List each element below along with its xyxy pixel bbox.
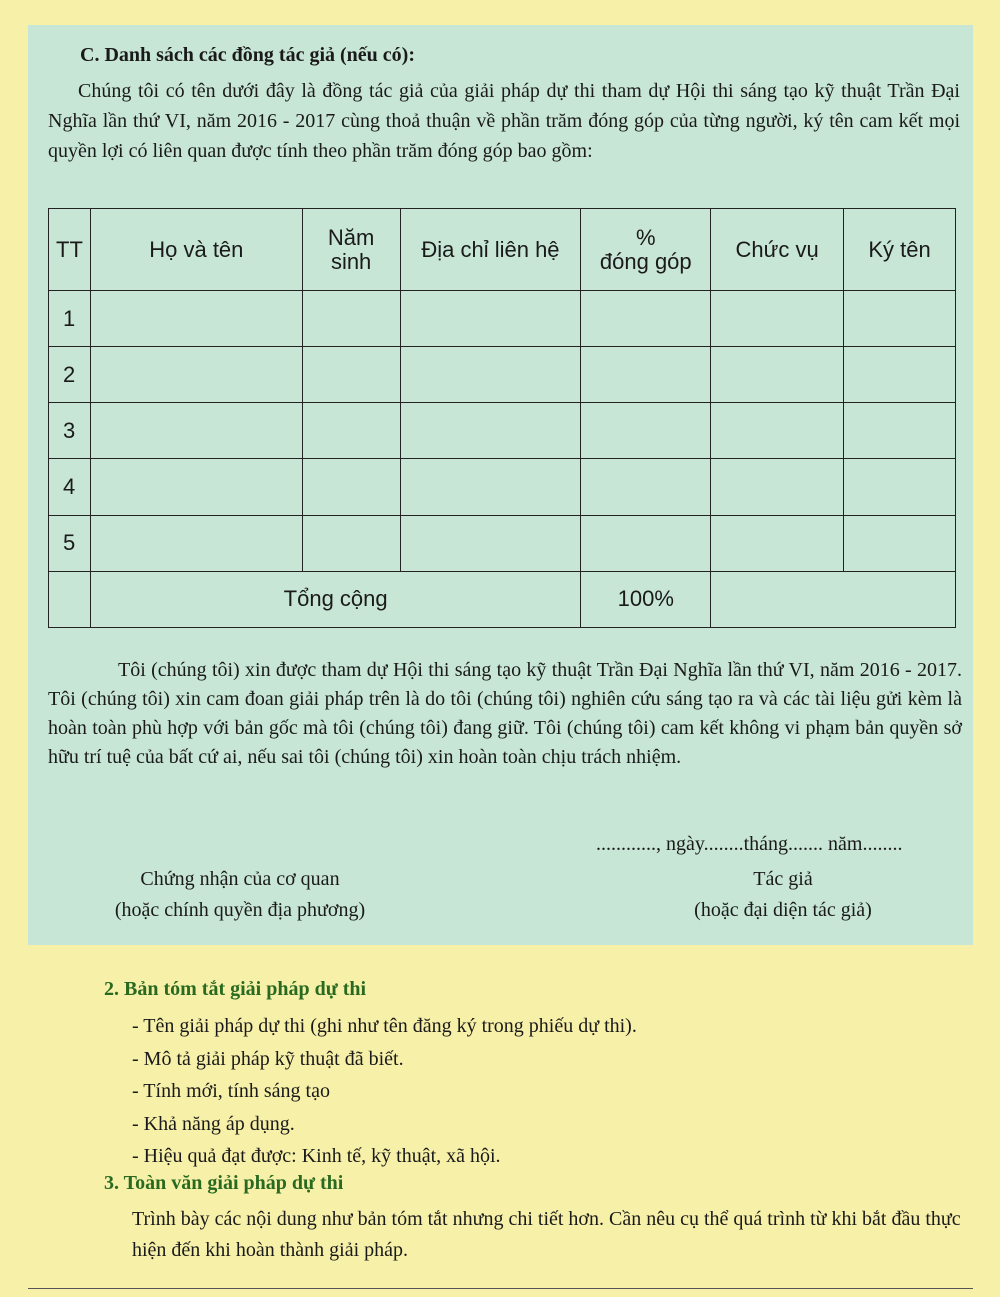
date-line[interactable]: ............, ngày........tháng....... năm........ [596, 833, 903, 855]
cell-address[interactable] [400, 347, 581, 403]
cell-percent[interactable] [581, 515, 711, 571]
table-total-row [49, 571, 956, 627]
cell-percent[interactable] [581, 291, 711, 347]
certify-author [640, 864, 926, 926]
cell-birth-year[interactable] [302, 347, 400, 403]
table-row [49, 515, 956, 571]
table-row [49, 291, 956, 347]
header-address: Địa chỉ liên hệ [400, 209, 581, 291]
header-name: Họ và tên [90, 209, 302, 291]
cell-empty [49, 571, 91, 627]
total-label: Tổng cộng [90, 571, 580, 627]
cell-birth-year[interactable] [302, 459, 400, 515]
row-number: 5 [49, 515, 91, 571]
cell-position[interactable] [711, 459, 844, 515]
cell-name[interactable] [90, 403, 302, 459]
cell-address[interactable] [400, 515, 581, 571]
declaration-paragraph: Tôi (chúng tôi) xin được tham dự Hội thi sáng tạo kỹ thuật Trần Đại Nghĩa lần thứ VI, năm 2016 - 2017. Tôi (chúng tôi) xin cam đoan giải pháp trên là do tôi (chúng tôi) nghiên cứu sáng tạo ra và các tài liệu gửi kèm là hoàn toàn phù hợp với bản gốc mà tôi (chúng tôi) đang giữ. Tôi (chúng tôi) cam kết không vi phạm bản quyền sở hữu trí tuệ của bất cứ ai, nếu sai tôi (chúng tôi) xin hoàn toàn chịu trách nhiệm. [48, 659, 962, 768]
cell-name[interactable] [90, 291, 302, 347]
certify-author-title: Tác giả [753, 868, 813, 890]
table-row [49, 403, 956, 459]
row-number: 3 [49, 403, 91, 459]
cell-empty [711, 571, 956, 627]
cell-position[interactable] [711, 403, 844, 459]
header-birth-line1: Năm [327, 224, 375, 250]
certify-agency-title: Chứng nhận của cơ quan [140, 868, 340, 890]
certify-agency [90, 864, 390, 926]
cell-name[interactable] [90, 459, 302, 515]
section-2-list [132, 1010, 637, 1173]
cell-name[interactable] [90, 515, 302, 571]
section-c-intro: Chúng tôi có tên dưới đây là đồng tác giả của giải pháp dự thi tham dự Hội thi sáng tạo kỹ thuật Trần Đại Nghĩa lần thứ VI, năm 2016 - 2017 cùng thoả thuận về phần trăm đóng góp của từng người, ký tên cam kết mọi quyền lợi có liên quan được tính theo phần trăm đóng góp bao gồm: [48, 80, 960, 162]
list-item: - Hiệu quả đạt được: Kinh tế, kỹ thuật, xã hội. [132, 1145, 501, 1168]
row-number: 1 [49, 291, 91, 347]
cell-address[interactable] [400, 459, 581, 515]
cell-birth-year[interactable] [302, 515, 400, 571]
certify-author-note: (hoặc đại diện tác giả) [694, 899, 872, 921]
cell-percent[interactable] [581, 459, 711, 515]
header-signature: Ký tên [844, 209, 956, 291]
section-c-title: C. Danh sách các đồng tác giả (nếu có): [80, 44, 415, 66]
header-position: Chức vụ [711, 209, 844, 291]
cell-percent[interactable] [581, 347, 711, 403]
cell-percent[interactable] [581, 403, 711, 459]
co-author-table [48, 208, 956, 628]
header-birth-year [302, 209, 400, 291]
table-row [49, 347, 956, 403]
cell-birth-year[interactable] [302, 403, 400, 459]
cell-position[interactable] [711, 291, 844, 347]
total-value: 100% [581, 571, 711, 627]
header-birth-line2: sinh [330, 248, 372, 274]
table-row [49, 459, 956, 515]
header-percent [581, 209, 711, 291]
bottom-divider [28, 1288, 973, 1289]
cell-name[interactable] [90, 347, 302, 403]
header-tt: TT [49, 209, 91, 291]
cell-position[interactable] [711, 515, 844, 571]
cell-signature[interactable] [844, 459, 956, 515]
table-header-row [49, 209, 956, 291]
section-3-title: 3. Toàn văn giải pháp dự thi [104, 1172, 344, 1194]
cell-position[interactable] [711, 347, 844, 403]
cell-signature[interactable] [844, 291, 956, 347]
row-number: 4 [49, 459, 91, 515]
list-item: - Khả năng áp dụng. [132, 1112, 295, 1135]
cell-signature[interactable] [844, 403, 956, 459]
cell-address[interactable] [400, 291, 581, 347]
cell-birth-year[interactable] [302, 291, 400, 347]
certify-agency-note: (hoặc chính quyền địa phương) [114, 899, 366, 921]
cell-signature[interactable] [844, 515, 956, 571]
list-item: - Tính mới, tính sáng tạo [132, 1080, 330, 1103]
section-3-body: Trình bày các nội dung như bản tóm tắt nhưng chi tiết hơn. Cần nêu cụ thể quá trình từ khi bắt đầu thực hiện đến khi hoàn thành giải pháp. [132, 1208, 961, 1261]
list-item: - Mô tả giải pháp kỹ thuật đã biết. [132, 1047, 404, 1070]
cell-address[interactable] [400, 403, 581, 459]
header-percent-line2: đóng góp [599, 248, 692, 274]
header-percent-line1: % [636, 224, 656, 250]
row-number: 2 [49, 347, 91, 403]
cell-signature[interactable] [844, 347, 956, 403]
section-2-title: 2. Bản tóm tắt giải pháp dự thi [104, 978, 367, 1000]
list-item: - Tên giải pháp dự thi (ghi như tên đăng ký trong phiếu dự thi). [132, 1015, 637, 1037]
